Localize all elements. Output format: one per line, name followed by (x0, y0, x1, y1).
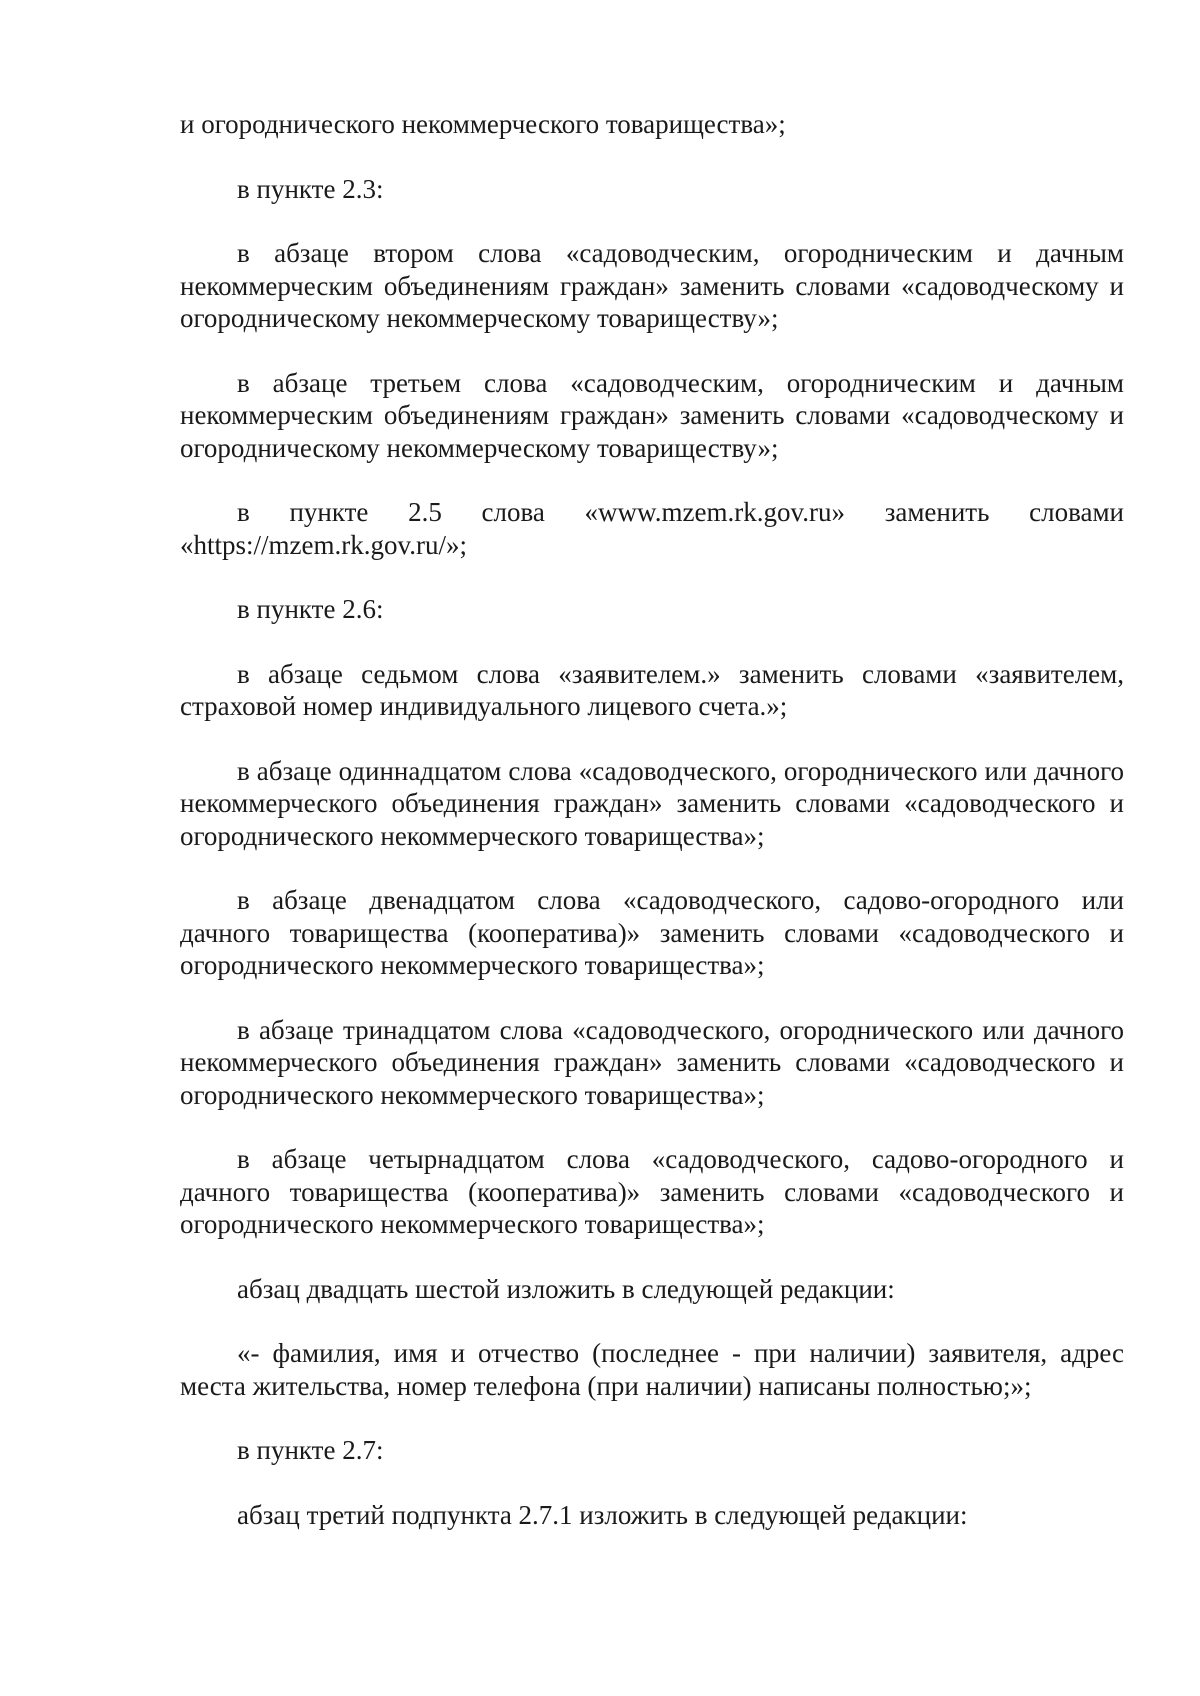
paragraph-clause-2-6: в пункте 2.6: (237, 594, 384, 624)
document-body (180, 108, 1124, 1531)
paragraph-2-3-abzac-3: в абзаце третьем слова «садоводческим, огородническим и дачным некоммерческим объединениям граждан» заменить словами «садоводческому и огородническому некоммерческому товариществу»; (180, 367, 1124, 463)
paragraph-2-3-abzac-2: в абзаце втором слова «садоводческим, огородническим и дачным некоммерческим объединениям граждан» заменить словами «садоводческому и огородническому некоммерческому товариществу»; (180, 238, 1124, 333)
paragraph-2-6-abzac-26: абзац двадцать шестой изложить в следующей редакции: (237, 1273, 895, 1304)
paragraph-2-6-abzac-11: в абзаце одиннадцатом слова «садоводческого, огороднического или дачного некоммерческого объединения граждан» заменить словами «садоводческого и огороднического некоммерческого товарищества»; (180, 755, 1124, 851)
paragraph-2-6-abzac-12: в абзаце двенадцатом слова «садоводческого, садово-огородного или дачного товарищества (кооператива)» заменить словами «садоводческого и огороднического некоммерческого товарищества»; (180, 885, 1124, 980)
paragraph-new-wording: «- фамилия, имя и отчество (последнее - при наличии) заявителя, адрес места жительства, номер телефона (при наличии) написаны полностью;»; (180, 1338, 1124, 1401)
paragraph-2-6-abzac-13: в абзаце тринадцатом слова «садоводческого, огороднического или дачного некоммерческого объединения граждан» заменить словами «садоводческого и огороднического некоммерческого товарищества»; (180, 1014, 1124, 1110)
paragraph-2-6-abzac-14: в абзаце четырнадцатом слова «садоводческого, садово-огородного и дачного товарищества (кооператива)» заменить словами «садоводческого и огороднического некоммерческого товарищества»; (180, 1144, 1124, 1239)
paragraph-continuation: и огороднического некоммерческого товарищества»; (180, 109, 786, 139)
paragraph-clause-2-3: в пункте 2.3: (237, 173, 384, 204)
paragraph-2-7-1-abzac-3: абзац третий подпункта 2.7.1 изложить в следующей редакции: (237, 1499, 968, 1530)
paragraph-clause-2-7: в пункте 2.7: (237, 1435, 384, 1465)
paragraph-2-6-abzac-7: в абзаце седьмом слова «заявителем.» заменить словами «заявителем, страховой номер индивидуального лицевого счета.»; (180, 658, 1124, 721)
paragraph-clause-2-5: в пункте 2.5 слова «www.mzem.rk.gov.ru» заменить словами «https://mzem.rk.gov.ru/»; (180, 497, 1124, 560)
